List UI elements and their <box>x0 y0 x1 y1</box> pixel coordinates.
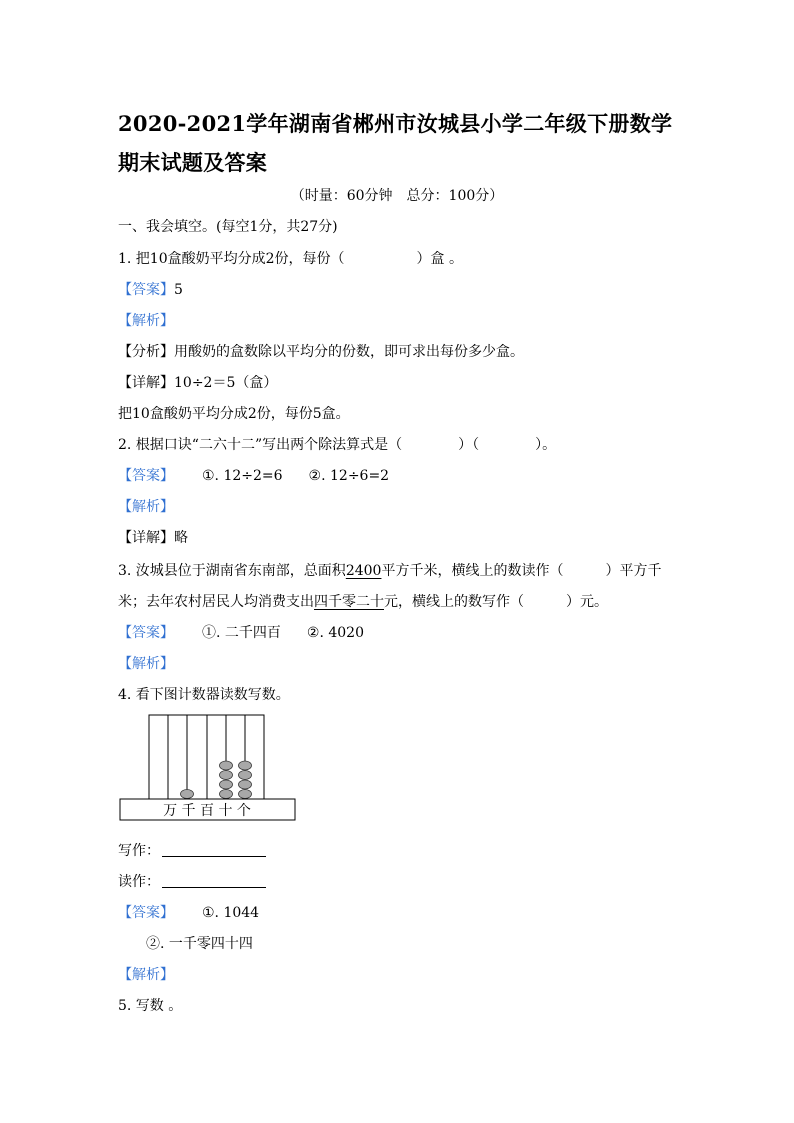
q1-analysis-tag: 【解析】 <box>118 313 174 329</box>
q4-answer-line <box>118 903 259 923</box>
question-3-line-2 <box>118 592 608 612</box>
section-heading: 一、我会填空。(每空1分，共27分) <box>118 219 338 235</box>
read-label: 读作： <box>118 874 160 890</box>
question-1-text-post: ）盒 。 <box>416 251 463 267</box>
abacus-bead <box>239 771 252 780</box>
q1-answer-line <box>118 280 183 300</box>
abacus-rods <box>168 715 245 799</box>
question-2: 2. 根据口诀“二六十二”写出两个除法算式是（ ）（ ）。 <box>118 437 557 453</box>
abacus-svg <box>119 713 297 823</box>
question-4: 4. 看下图计数器读数写数。 <box>118 687 290 703</box>
q3-line2-pre: 米；去年农村居民人均消费支出 <box>118 594 314 610</box>
q3-answer-1: ①. 二千四百 <box>202 625 281 641</box>
answer-tag: 【答案】 <box>118 625 174 641</box>
abacus-bead <box>220 771 233 780</box>
abacus-bead <box>220 780 233 789</box>
q3-underlined-number: 2400 <box>345 563 382 579</box>
answer-tag: 【答案】 <box>118 905 174 921</box>
abacus-bead <box>239 790 252 799</box>
abacus-bead <box>220 790 233 799</box>
q1-answer: 5 <box>174 282 183 298</box>
read-blank <box>162 873 266 888</box>
detail-tag: 【详解】 <box>118 530 174 546</box>
q1-fenxi: 用酸奶的盒数除以平均分的份数，即可求出每份多少盒。 <box>174 344 524 360</box>
q2-answer-2: ②. 12÷6=2 <box>308 468 390 484</box>
q2-detail-line <box>118 528 188 548</box>
q4-answer-1: ①. 1044 <box>202 905 260 921</box>
question-1-text-pre: 1. 把10盒酸奶平均分成2份，每份（ <box>118 251 345 267</box>
write-line <box>118 841 266 861</box>
q3-answer-line <box>118 623 364 643</box>
question-5: 5. 写数 。 <box>118 998 183 1014</box>
q1-fenxi-line <box>118 342 524 362</box>
answer-tag: 【答案】 <box>118 468 174 484</box>
abacus-bead <box>181 790 194 799</box>
read-line <box>118 872 266 892</box>
question-3-line-1 <box>118 561 661 581</box>
q3-analysis-tag: 【解析】 <box>118 656 174 672</box>
q3-line1-post: 平方千米，横线上的数读作（ ）平方千 <box>381 563 662 579</box>
fenxi-tag: 【分析】 <box>118 344 174 360</box>
question-1 <box>118 249 463 269</box>
q2-analysis-tag: 【解析】 <box>118 499 174 515</box>
q1-detail: 10÷2＝5（盒） <box>174 375 278 391</box>
q4-analysis-tag: 【解析】 <box>118 967 174 983</box>
abacus-bead <box>239 761 252 770</box>
abacus-bead <box>239 780 252 789</box>
abacus-figure <box>119 713 297 827</box>
abacus-beads <box>181 761 252 799</box>
q4-answer-2: ②. 一千零四十四 <box>146 936 253 952</box>
q1-detail-line <box>118 373 277 393</box>
page-title: 2020-2021学年湖南省郴州市汝城县小学二年级下册数学期末试题及答案 <box>118 111 673 175</box>
q3-answer-2: ②. 4020 <box>306 625 364 641</box>
q2-answer-line <box>118 466 389 486</box>
write-label: 写作： <box>118 843 160 859</box>
write-blank <box>162 842 266 857</box>
q1-conclusion: 把10盒酸奶平均分成2份，每份5盒。 <box>118 406 350 422</box>
q3-underlined-words: 四千零二十 <box>314 594 384 610</box>
q2-detail: 略 <box>174 530 188 546</box>
place-value-labels: 万 千 百 十 个 <box>163 803 251 819</box>
detail-tag: 【详解】 <box>118 375 174 391</box>
exam-info: （时量：60分钟 总分：100分） <box>290 188 504 204</box>
q3-line2-post: 元，横线上的数写作（ ）元。 <box>384 594 608 610</box>
answer-tag: 【答案】 <box>118 282 174 298</box>
q3-line1-pre: 3. 汝城县位于湖南省东南部，总面积 <box>118 563 346 579</box>
q2-answer-1: ①. 12÷2=6 <box>202 468 283 484</box>
abacus-bead <box>220 761 233 770</box>
